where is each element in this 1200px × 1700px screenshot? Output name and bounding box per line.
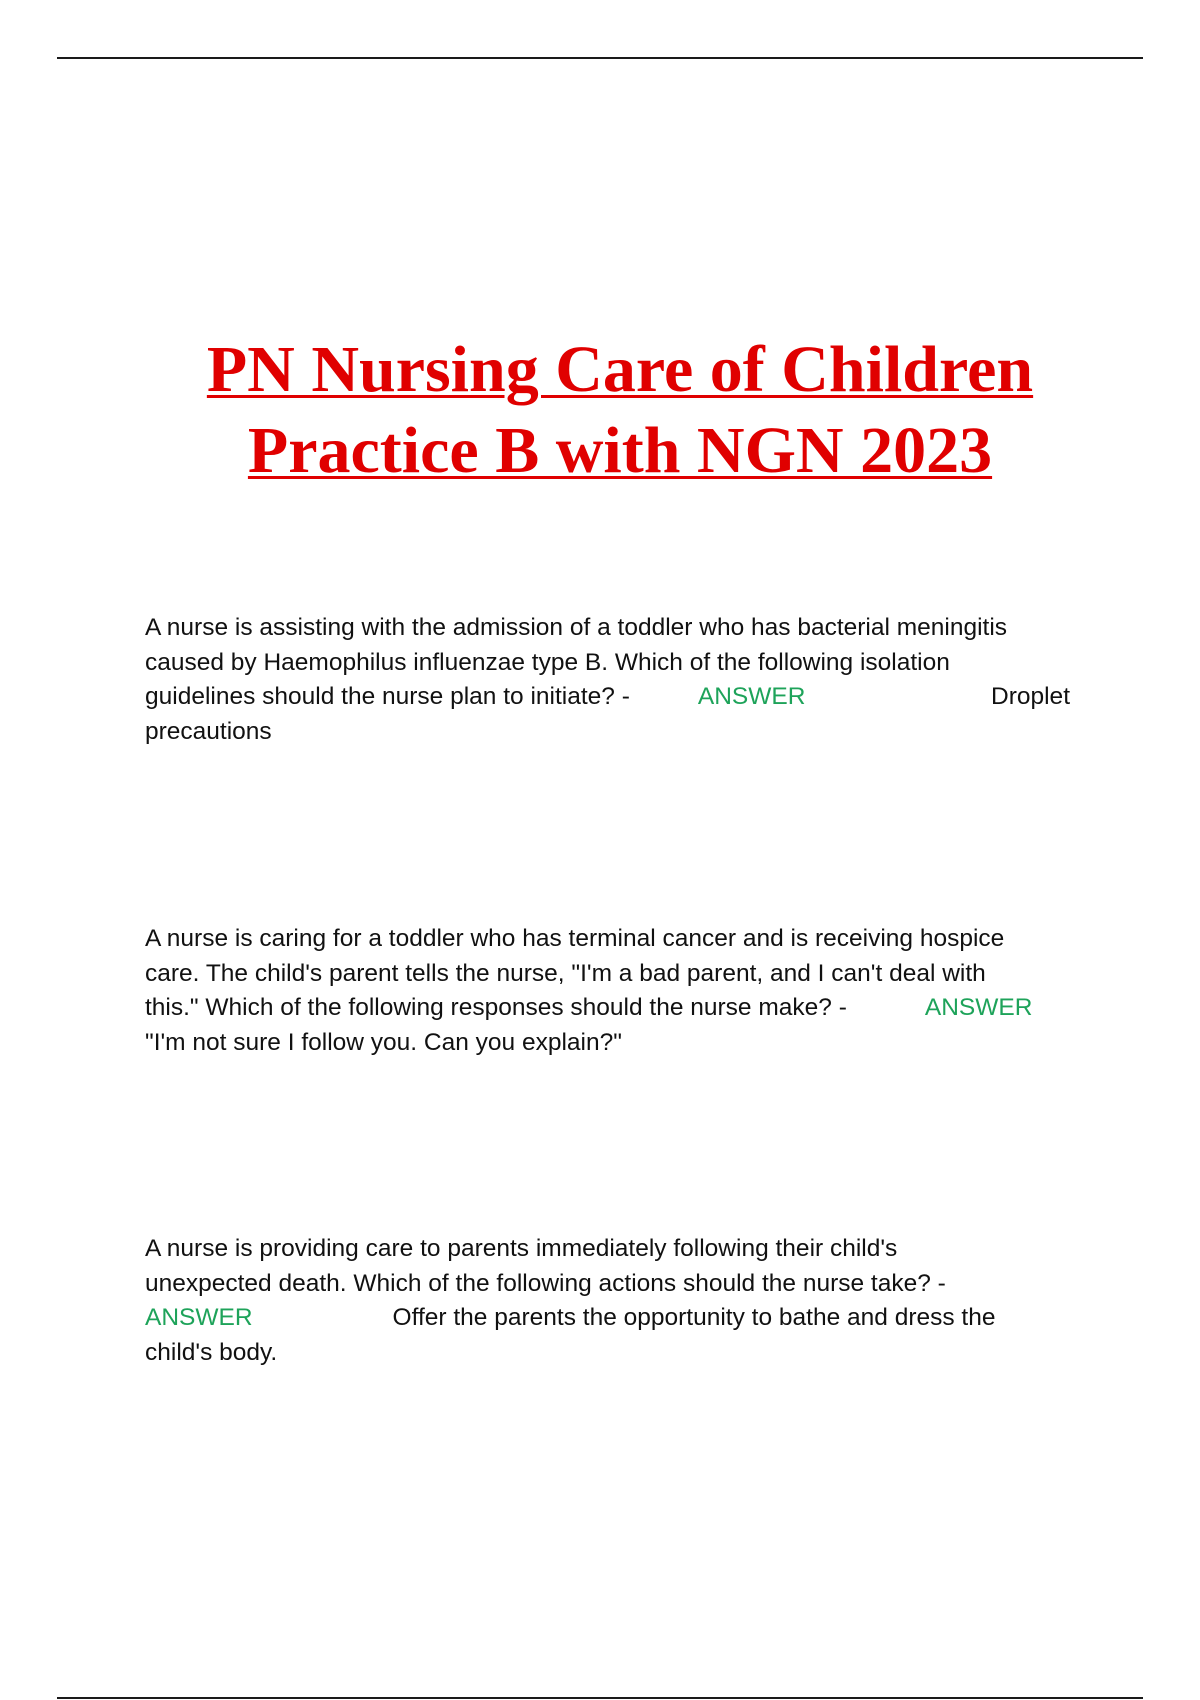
answer-text: Offer the parents the opportunity to bathe and dress the: [392, 1304, 996, 1331]
question-text-line: unexpected death. Which of the following actions should the nurse take? -: [145, 1269, 946, 1297]
question-text-line: guidelines should the nurse plan to initiate? -: [145, 683, 630, 710]
title-line-1: PN Nursing Care of Children: [206, 333, 1034, 407]
question-answer-line: [145, 991, 1070, 1026]
question-text-line: A nurse is assisting with the admission of a toddler who has bacterial meningitis: [145, 614, 1008, 641]
answer-label: ANSWER: [697, 683, 806, 710]
answer-text: precautions: [145, 717, 272, 745]
answer-label: ANSWER: [924, 994, 1033, 1021]
answer-text: child's body.: [145, 1338, 278, 1366]
answer-text: Droplet: [991, 683, 1070, 710]
question-answer-line: [145, 680, 1070, 715]
answer-label: ANSWER: [145, 1304, 253, 1331]
question-block-1: [145, 611, 1070, 749]
question-text-line: caused by Haemophilus influenzae type B. Which of the following isolation: [145, 648, 950, 676]
question-text-line: A nurse is providing care to parents immediately following their child's: [145, 1235, 898, 1262]
question-text-line: A nurse is caring for a toddler who has terminal cancer and is receiving hospice: [145, 925, 1005, 952]
document-title: [0, 329, 1200, 491]
question-answer-line: [145, 1301, 1070, 1336]
header-rule: [57, 57, 1143, 59]
question-block-2: [145, 922, 1070, 1060]
title-line-2: Practice B with NGN 2023: [247, 414, 993, 488]
question-text-line: this." Which of the following responses should the nurse make? -: [145, 994, 847, 1021]
question-text-line: care. The child's parent tells the nurse, "I'm a bad parent, and I can't deal with: [145, 959, 986, 987]
footer-rule: [57, 1697, 1143, 1699]
answer-text: "I'm not sure I follow you. Can you explain?": [145, 1028, 622, 1056]
question-block-3: [145, 1232, 1070, 1370]
